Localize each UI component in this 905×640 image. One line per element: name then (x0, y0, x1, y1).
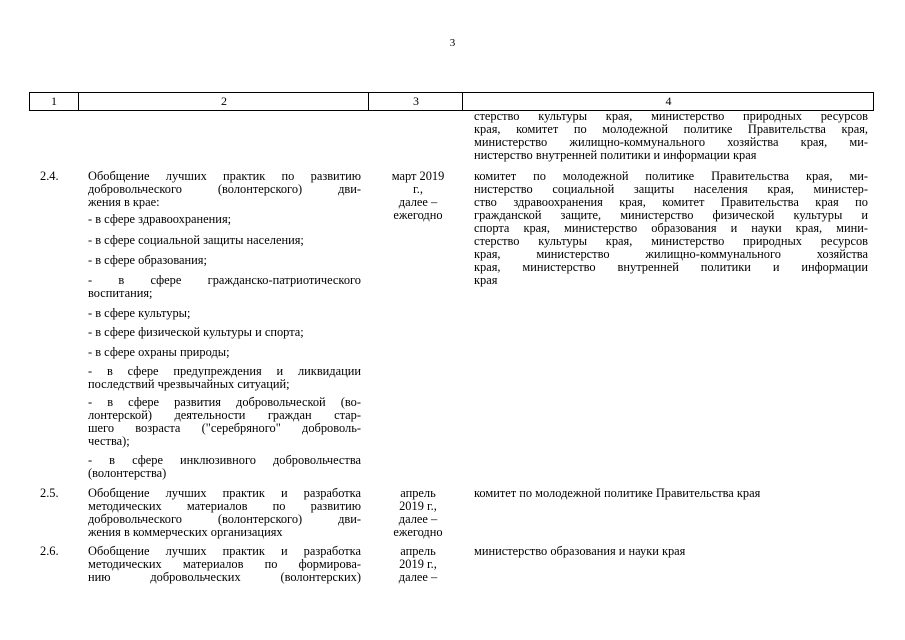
text-line: - в сфере гражданско-патриотического (88, 273, 361, 287)
text-line: министерство образования и науки края (474, 544, 686, 558)
row-title (88, 545, 361, 584)
row-date (374, 487, 462, 539)
text-line: Обобщение лучших практик и разработка (88, 486, 361, 500)
text-line: ежегодно (393, 525, 443, 539)
text-line: лонтерской) деятельности граждан стар- (88, 408, 361, 422)
text-line: - в сфере охраны природы; (88, 345, 230, 359)
continuation-responsible (474, 110, 868, 162)
text-line: (волонтерства) (88, 466, 167, 480)
text-line: апрель (400, 544, 436, 558)
text-line: спорта края, министерство образования и науки края, мини- (474, 221, 868, 235)
text-line: шего возраста ("серебряного" доброволь- (88, 421, 361, 435)
row-number: 2.5. (40, 486, 59, 500)
text-line: - в сфере развития добровольческой (во- (88, 395, 361, 409)
header-cell-2: 2 (78, 93, 369, 110)
text-line: последствий чрезвычайных ситуаций; (88, 377, 290, 391)
list-item (88, 346, 361, 359)
text-line: методических материалов по формирова- (88, 557, 361, 571)
text-line: апрель (400, 486, 436, 500)
text-line: март 2019 (391, 169, 445, 183)
text-line: комитет по молодежной политике Правительства края, ми- (474, 169, 868, 183)
list-item (88, 454, 361, 480)
text-line: - в сфере культуры; (88, 306, 191, 320)
row-responsible (474, 487, 868, 500)
row-number: 2.4. (40, 169, 59, 183)
text-line: нию добровольческих (волонтерских) (88, 570, 361, 584)
text-line: нистерство социальной защиты населения края, министер- (474, 182, 868, 196)
row-responsible (474, 170, 868, 287)
list-item (88, 234, 361, 247)
text-line: края, комитет по молодежной политике Правительства края, (474, 122, 868, 136)
list-item (88, 254, 361, 267)
text-line: добровольческого (волонтерского) дви- (88, 512, 361, 526)
text-line: воспитания; (88, 286, 153, 300)
row-number: 2.6. (40, 544, 59, 558)
text-line: ство здравоохранения края, комитет Правительства края по (474, 195, 868, 209)
text-line: - в сфере инклюзивного добровольчества (88, 453, 361, 467)
text-line: далее – (398, 570, 438, 584)
row-title (88, 487, 361, 539)
text-line: - в сфере предупреждения и ликвидации (88, 364, 361, 378)
row-responsible (474, 545, 868, 558)
text-line: нистерство внутренней политики и информации края (474, 148, 757, 162)
text-line: - в сфере образования; (88, 253, 207, 267)
text-line: г., (413, 182, 423, 196)
text-line: 2019 г., (399, 499, 437, 513)
list-item (88, 213, 361, 226)
text-line: края (474, 273, 498, 287)
text-line: Обобщение лучших практик по развитию (88, 169, 361, 183)
text-line: 2019 г., (399, 557, 437, 571)
row-title (88, 170, 361, 209)
text-line: края, министерство жилищно-коммунального хозяйства (474, 247, 868, 261)
text-line: комитет по молодежной политике Правительства края (474, 486, 761, 500)
text-line: далее – (398, 512, 438, 526)
text-line: края, министерство внутренней политики и информации (474, 260, 868, 274)
list-item (88, 326, 361, 339)
row-date (374, 545, 462, 584)
text-line: - в сфере физической культуры и спорта; (88, 325, 304, 339)
header-cell-4: 4 (462, 93, 874, 110)
list-item (88, 396, 361, 448)
text-line: стерство культуры края, министерство природных ресурсов (474, 234, 868, 248)
text-line: - в сфере социальной защиты населения; (88, 233, 304, 247)
text-line: методических материалов по развитию (88, 499, 361, 513)
row-date (374, 170, 462, 222)
text-line: добровольческого (волонтерского) дви- (88, 182, 361, 196)
list-item (88, 274, 361, 300)
list-item (88, 365, 361, 391)
list-item (88, 307, 361, 320)
text-line: чества); (88, 434, 130, 448)
text-line: министерство жилищно-коммунального хозяйства края, ми- (474, 135, 868, 149)
text-line: далее – (398, 195, 438, 209)
header-cell-3: 3 (368, 93, 463, 110)
text-line: стерство культуры края, министерство природных ресурсов (474, 109, 868, 123)
text-line: - в сфере здравоохранения; (88, 212, 232, 226)
page-number: 3 (449, 37, 456, 49)
text-line: жения в коммерческих организациях (88, 525, 283, 539)
text-line: Обобщение лучших практик и разработка (88, 544, 361, 558)
text-line: жения в крае: (88, 195, 160, 209)
text-line: ежегодно (393, 208, 443, 222)
text-line: гражданской защите, министерство физической культуры и (474, 208, 868, 222)
header-cell-1: 1 (51, 94, 57, 108)
